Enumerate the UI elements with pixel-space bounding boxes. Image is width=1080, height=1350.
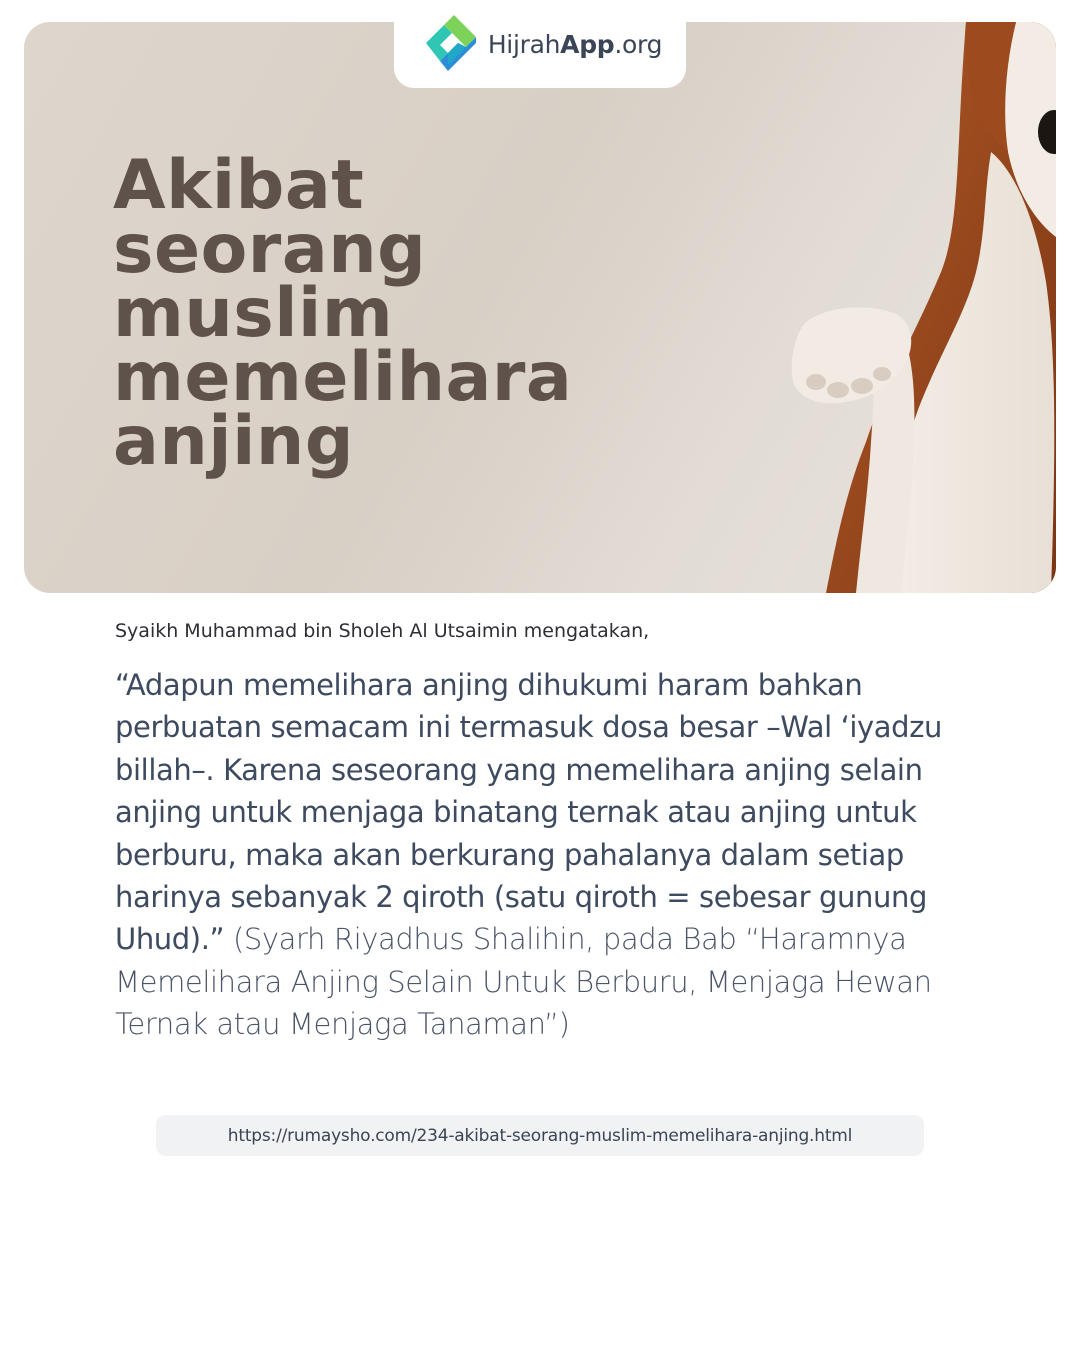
brand-logo-tab[interactable] bbox=[394, 0, 686, 88]
quote-text: “Adapun memelihara anjing dihukumi haram bahkan perbuatan semacam ini termasuk dosa besar –Wal ‘iyadzu billah–. Karena seseorang yang memelihara anjing selain anjing untuk menjaga binatang ternak atau anjing untuk berburu, maka akan berkurang pahalanya dalam setiap harinya sebanyak 2 qiroth (satu qiroth = sebesar gunung Uhud).” bbox=[115, 668, 942, 957]
hijrahapp-logo-icon bbox=[418, 13, 480, 75]
brand-name-part1: Hijrah bbox=[487, 29, 561, 59]
quote-source: (Syarh Riyadhus Shalihin, pada Bab “Haramnya Memelihara Anjing Selain Untuk Berburu, Menjaga Hewan Ternak atau Menjaga Tanaman”) bbox=[115, 922, 932, 1042]
dog-image bbox=[716, 22, 1056, 593]
brand-name bbox=[488, 30, 662, 59]
brand-name-part2: App bbox=[560, 29, 615, 59]
hero-title: Akibat seorang muslim memelihara anjing bbox=[113, 146, 573, 481]
brand-name-part3: .org bbox=[614, 29, 663, 59]
quote-paragraph bbox=[115, 664, 1015, 1046]
source-url-link[interactable]: https://rumaysho.com/234-akibat-seorang-muslim-memelihara-anjing.html bbox=[156, 1115, 924, 1156]
intro-text: Syaikh Muhammad bin Sholeh Al Utsaimin mengatakan, bbox=[115, 620, 650, 642]
hero-card bbox=[24, 22, 1056, 593]
